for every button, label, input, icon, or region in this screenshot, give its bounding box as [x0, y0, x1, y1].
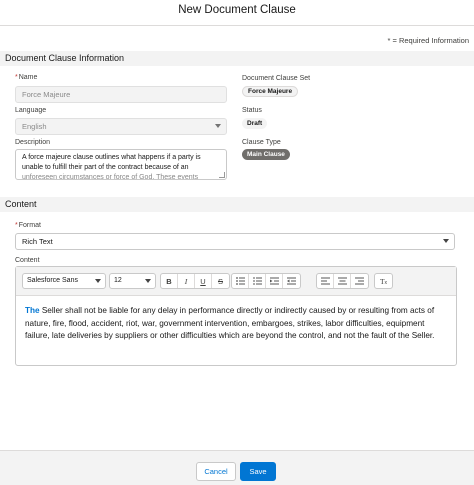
clause-type-badge: Main Clause — [242, 149, 290, 160]
required-marker: * — [15, 74, 18, 81]
align-right-button[interactable] — [351, 274, 368, 288]
bulleted-list-icon — [236, 277, 245, 285]
content-text: Seller shall not be liable for any delay in performance directly or indirectly caused by or resulting from acts of nature, fire, flood, accident, riot, war, government intervention, embargoes, strikes, labor difficulties, equipment failure, late deliveries by suppliers or other difficulties which are beyond the control, and not the fault of the Seller. — [25, 306, 435, 340]
numbered-list-icon — [253, 277, 262, 285]
outdent-button[interactable] — [283, 274, 300, 288]
align-right-icon — [355, 277, 364, 285]
underline-button[interactable]: U — [195, 274, 212, 288]
language-value: English — [22, 122, 47, 131]
clause-set-label: Document Clause Set — [242, 75, 311, 82]
format-value: Rich Text — [22, 237, 53, 246]
modal-header — [0, 0, 474, 26]
clause-type-label: Clause Type — [242, 139, 281, 146]
font-size-select[interactable] — [109, 273, 156, 289]
editor-toolbar — [16, 267, 456, 296]
clear-formatting-icon: T — [379, 276, 385, 286]
modal-title: New Document Clause — [178, 4, 296, 16]
name-field[interactable]: Force Majeure — [15, 86, 227, 103]
font-size-value: 12 — [114, 277, 122, 284]
bulleted-list-button[interactable] — [232, 274, 249, 288]
clear-formatting-button[interactable]: T x — [379, 276, 388, 286]
font-family-select[interactable] — [22, 273, 106, 289]
align-left-button[interactable] — [317, 274, 334, 288]
editor-content[interactable] — [25, 305, 450, 343]
align-left-icon — [321, 277, 330, 285]
text-style-group — [160, 273, 230, 289]
clause-set-value: Force Majeure — [242, 86, 298, 97]
numbered-list-button[interactable] — [249, 274, 266, 288]
indent-icon — [270, 277, 279, 285]
chevron-down-icon — [95, 279, 101, 283]
indent-button[interactable] — [266, 274, 283, 288]
status-badge: Draft — [242, 118, 267, 129]
strikethrough-button[interactable]: S — [217, 276, 223, 286]
clear-format-group — [374, 273, 393, 289]
language-label: Language — [15, 107, 47, 114]
section-header-content: Content — [0, 197, 474, 212]
font-family-value: Salesforce Sans — [27, 277, 78, 284]
chevron-down-icon — [215, 124, 221, 128]
description-line-3: unforeseen circumstances or force of God. These events — [22, 174, 199, 180]
name-label: *Name — [15, 74, 38, 81]
resize-handle-icon[interactable] — [219, 172, 225, 178]
required-marker: * — [15, 222, 18, 229]
cancel-button[interactable]: Cancel — [196, 462, 236, 481]
content-label: Content — [15, 257, 40, 264]
description-line-1: A force majeure clause outlines what happens if a party is — [22, 154, 201, 161]
description-label: Description — [15, 139, 51, 146]
align-group — [316, 273, 369, 289]
format-label: *Format — [15, 222, 41, 229]
status-label: Status — [242, 107, 262, 114]
chevron-down-icon — [443, 239, 449, 243]
chevron-down-icon — [145, 279, 151, 283]
save-button[interactable]: Save — [240, 462, 276, 481]
content-first-word: The — [25, 306, 40, 315]
align-center-button[interactable] — [334, 274, 351, 288]
section-header-info: Document Clause Information — [0, 51, 474, 66]
description-field[interactable] — [15, 149, 227, 180]
align-center-icon — [338, 277, 347, 285]
modal-footer — [0, 450, 474, 485]
rich-text-editor[interactable] — [15, 266, 457, 366]
bold-button[interactable]: B — [161, 274, 178, 288]
outdent-icon — [287, 277, 296, 285]
format-select[interactable] — [15, 233, 455, 250]
language-select[interactable] — [15, 118, 227, 135]
description-line-2: unable to fulfill their part of the contract because of an — [22, 164, 189, 171]
required-info-note: * = Required Information — [387, 36, 469, 45]
list-group — [231, 273, 301, 289]
italic-button[interactable]: I — [178, 274, 195, 288]
